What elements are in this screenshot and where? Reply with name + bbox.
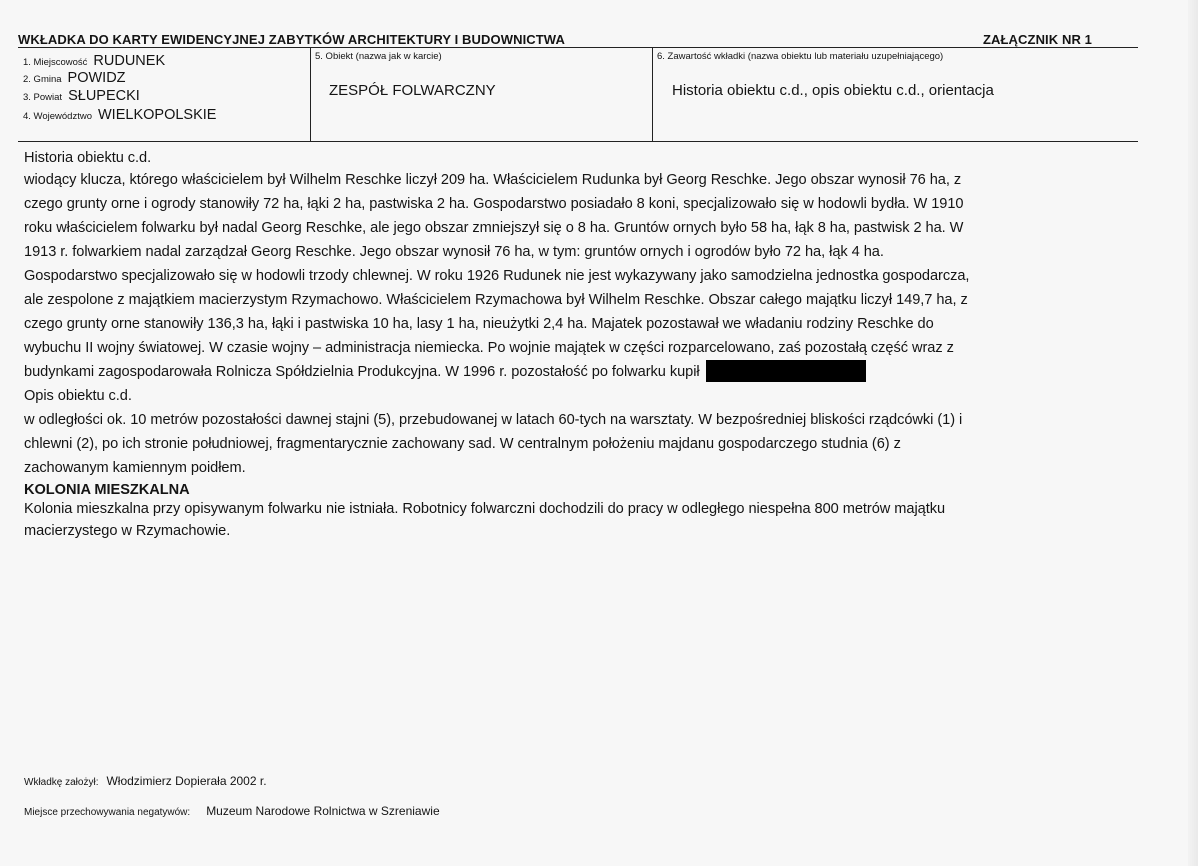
history-line: ale zespolone z majątkiem macierzystym Rzymachowo. Właścicielem Rzymachowa był Wilhelm Reschke. Obszar całego majątku liczył 149,7 ha, z — [24, 292, 968, 308]
field-wojewodztwo-label: 4. Województwo — [23, 111, 92, 122]
colony-line: macierzystego w Rzymachowie. — [24, 523, 231, 539]
footer-author — [24, 774, 267, 788]
header-row — [18, 32, 1138, 48]
footer-storage-value: Muzeum Narodowe Rolnictwa w Szreniawie — [206, 804, 440, 818]
redaction-box — [706, 360, 866, 382]
description-heading: Opis obiektu c.d. — [24, 388, 132, 404]
field-gmina-label: 2. Gmina — [23, 74, 62, 85]
colony-paragraph — [24, 499, 1139, 543]
location-fields — [23, 52, 308, 122]
history-line: wiodący klucza, którego właścicielem był Wilhelm Reschke liczył 209 ha. Właścicielem Rudunka był Georg Reschke. Jego obszar wynosił 76 ha, z — [24, 172, 962, 188]
description-line: zachowanym kamiennym poidłem. — [24, 460, 246, 476]
document-title: WKŁADKA DO KARTY EWIDENCYJNEJ ZABYTKÓW ARCHITEKTURY I BUDOWNICTWA — [18, 32, 565, 47]
field-gmina-value: POWIDZ — [67, 70, 126, 86]
footer-author-label: Wkładkę założył: — [24, 777, 99, 788]
history-line: roku właścicielem folwarku był nadal Georg Reschke, ale jego obszar zmniejszył się o 8 ha. Gruntów ornych było 58 ha, łąk 8 ha, pastwisk 2 ha. W — [24, 220, 964, 236]
field-obiekt-value: ZESPÓŁ FOLWARCZNY — [329, 82, 496, 99]
history-line: 1913 r. folwarkiem nadal zarządzał Georg Reschke. Jego obszar wynosił 76 ha, w tym: gruntów ornych i ogrodów było 72 ha, łąk 4 ha. — [24, 244, 884, 260]
field-powiat-label: 3. Powiat — [23, 92, 63, 103]
history-last-line — [24, 360, 1139, 384]
scan-edge — [1188, 0, 1198, 866]
history-line: wybuchu II wojny światowej. W czasie wojny – administracja niemiecka. Po wojnie majątek w części rozparcelowano, zaś pozostałą część wraz z — [24, 340, 954, 356]
history-heading: Historia obiektu c.d. — [24, 150, 152, 166]
history-paragraph — [24, 168, 1139, 384]
field-wojewodztwo — [23, 106, 308, 122]
footer-storage-label: Miejsce przechowywania negatywów: — [24, 807, 191, 818]
description-paragraph — [24, 408, 1139, 480]
history-line: czego grunty orne stanowiły 136,3 ha, łąki i pastwiska 10 ha, lasy 1 ha, nieużytki 2,4 ha. Majatek pozostawał we władaniu rodziny Reschke do — [24, 316, 934, 332]
description-line: chlewni (2), po ich stronie południowej, fragmentarycznie zachowany sad. W centralnym położeniu majdanu gospodarczego studnia (6) z — [24, 436, 901, 452]
column-divider-1 — [310, 48, 311, 141]
colony-heading: KOLONIA MIESZKALNA — [24, 482, 190, 498]
field-miejscowosc-label: 1. Miejscowość — [23, 57, 88, 68]
description-line: w odległości ok. 10 metrów pozostałości dawnej stajni (5), przebudowanej w latach 60-tych na warsztaty. W bezpośredniej bliskości rządcówki (1) i — [24, 412, 963, 428]
body-text — [24, 148, 1139, 543]
field-powiat-value: SŁUPECKI — [68, 88, 140, 104]
field-zawartosc-label: 6. Zawartość wkładki (nazwa obiektu lub materiału uzupełniającego) — [657, 51, 944, 62]
field-wojewodztwo-value: WIELKOPOLSKIE — [98, 107, 217, 123]
history-line: czego grunty orne i ogrody stanowiły 72 ha, łąki 2 ha, pastwiska 2 ha. Gospodarstwo posiadało 8 koni, specjalizowało się w hodowli bydła. W 1910 — [24, 196, 964, 212]
attachment-number: ZAŁĄCZNIK NR 1 — [982, 32, 1092, 47]
field-gmina — [23, 69, 308, 85]
field-miejscowosc-value: RUDUNEK — [93, 53, 166, 69]
header-fields-box — [18, 48, 1138, 142]
history-line: Gospodarstwo specjalizowało się w hodowli trzody chlewnej. W roku 1926 Rudunek nie jest wykazywany jako samodzielna jednostka gospodarcza, — [24, 268, 970, 284]
history-last-line-text: budynkami zagospodarowała Rolnicza Spółdzielnia Produkcyjna. W 1996 r. pozostałość po folwarku kupił — [24, 364, 700, 380]
column-divider-2 — [652, 48, 653, 141]
field-powiat — [23, 87, 308, 103]
field-zawartosc-value: Historia obiektu c.d., opis obiektu c.d., orientacja — [672, 82, 994, 99]
field-obiekt-label: 5. Obiekt (nazwa jak w karcie) — [315, 51, 442, 62]
footer-author-value: Włodzimierz Dopierała 2002 r. — [106, 774, 267, 788]
colony-line: Kolonia mieszkalna przy opisywanym folwarku nie istniała. Robotnicy folwarczni dochodzili do pracy w odległego niespełna 800 metrów majątku — [24, 501, 946, 517]
footer-storage — [24, 804, 440, 818]
field-miejscowosc — [23, 52, 308, 68]
